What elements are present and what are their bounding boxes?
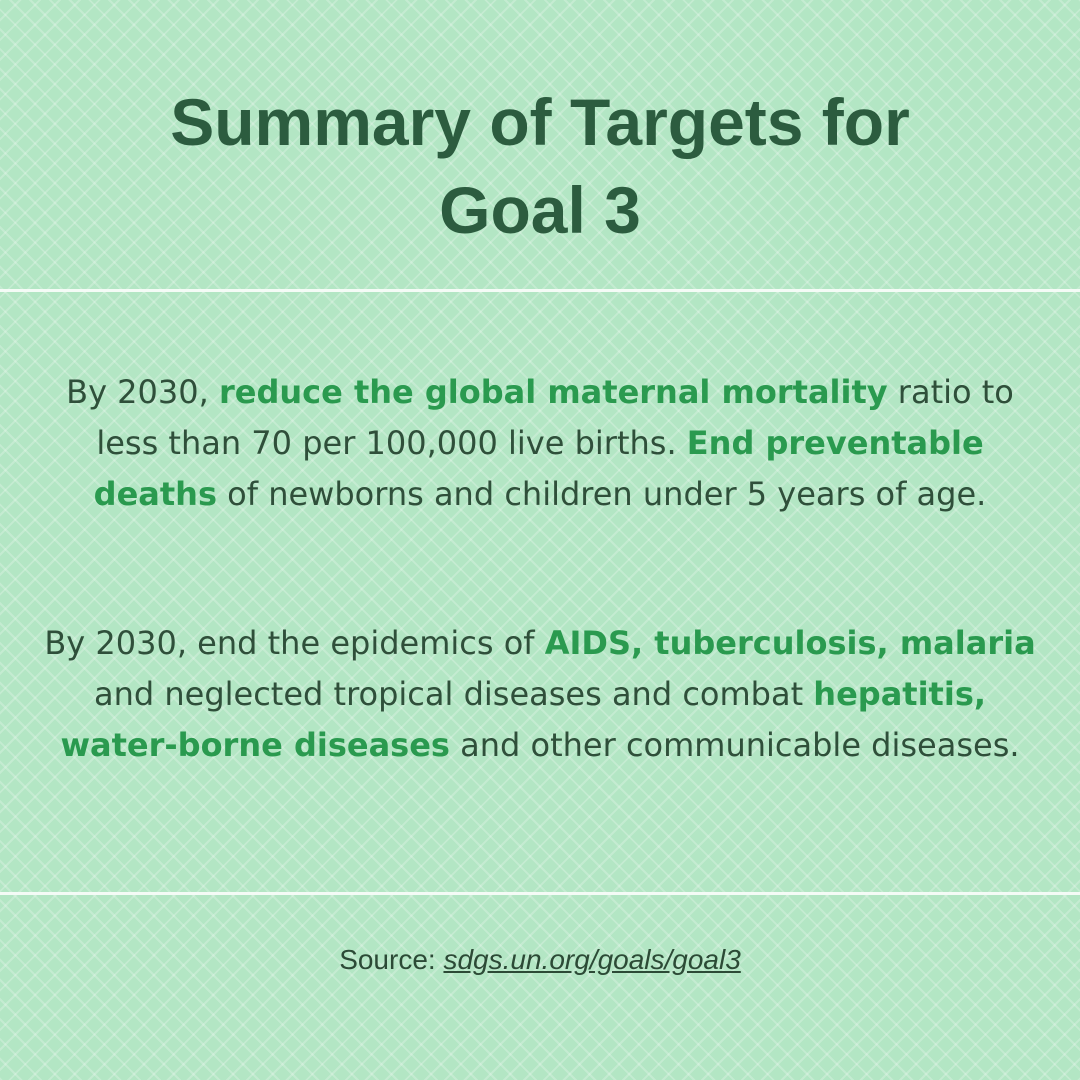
- paragraph-1-highlight-b: End preventable deaths: [93, 424, 984, 513]
- source-link[interactable]: sdgs.un.org/goals/goal3: [443, 944, 741, 975]
- target-paragraph-maternal-child: [40, 367, 1040, 520]
- paragraph-1-text-a: By 2030,: [66, 373, 219, 411]
- target-paragraph-epidemics: [40, 618, 1040, 771]
- paragraph-1-text-b: ratio to less than 70 per 100,000 live births.: [96, 373, 1014, 462]
- page-title: [90, 78, 990, 254]
- paragraph-2-text-c: and other communicable diseases.: [449, 726, 1020, 764]
- title-line-1: Summary of Targets for: [170, 85, 910, 159]
- title-line-2: Goal 3: [439, 173, 641, 247]
- paragraph-1-highlight-a: reduce the global maternal mortality: [218, 373, 888, 411]
- source-label: Source:: [339, 944, 444, 975]
- paragraph-2-highlight-a: AIDS, tuberculosis, malaria: [544, 624, 1036, 662]
- source-line: [0, 940, 1080, 980]
- paragraph-2-text-a: By 2030, end the epidemics of: [44, 624, 545, 662]
- paragraph-2-highlight-b: hepatitis, water-borne diseases: [60, 675, 987, 764]
- paragraph-1-text-c: of newborns and children under 5 years of age.: [217, 475, 987, 513]
- bottom-divider: [0, 892, 1080, 895]
- top-divider: [0, 289, 1080, 292]
- paragraph-2-text-b: and neglected tropical diseases and combat: [93, 675, 814, 713]
